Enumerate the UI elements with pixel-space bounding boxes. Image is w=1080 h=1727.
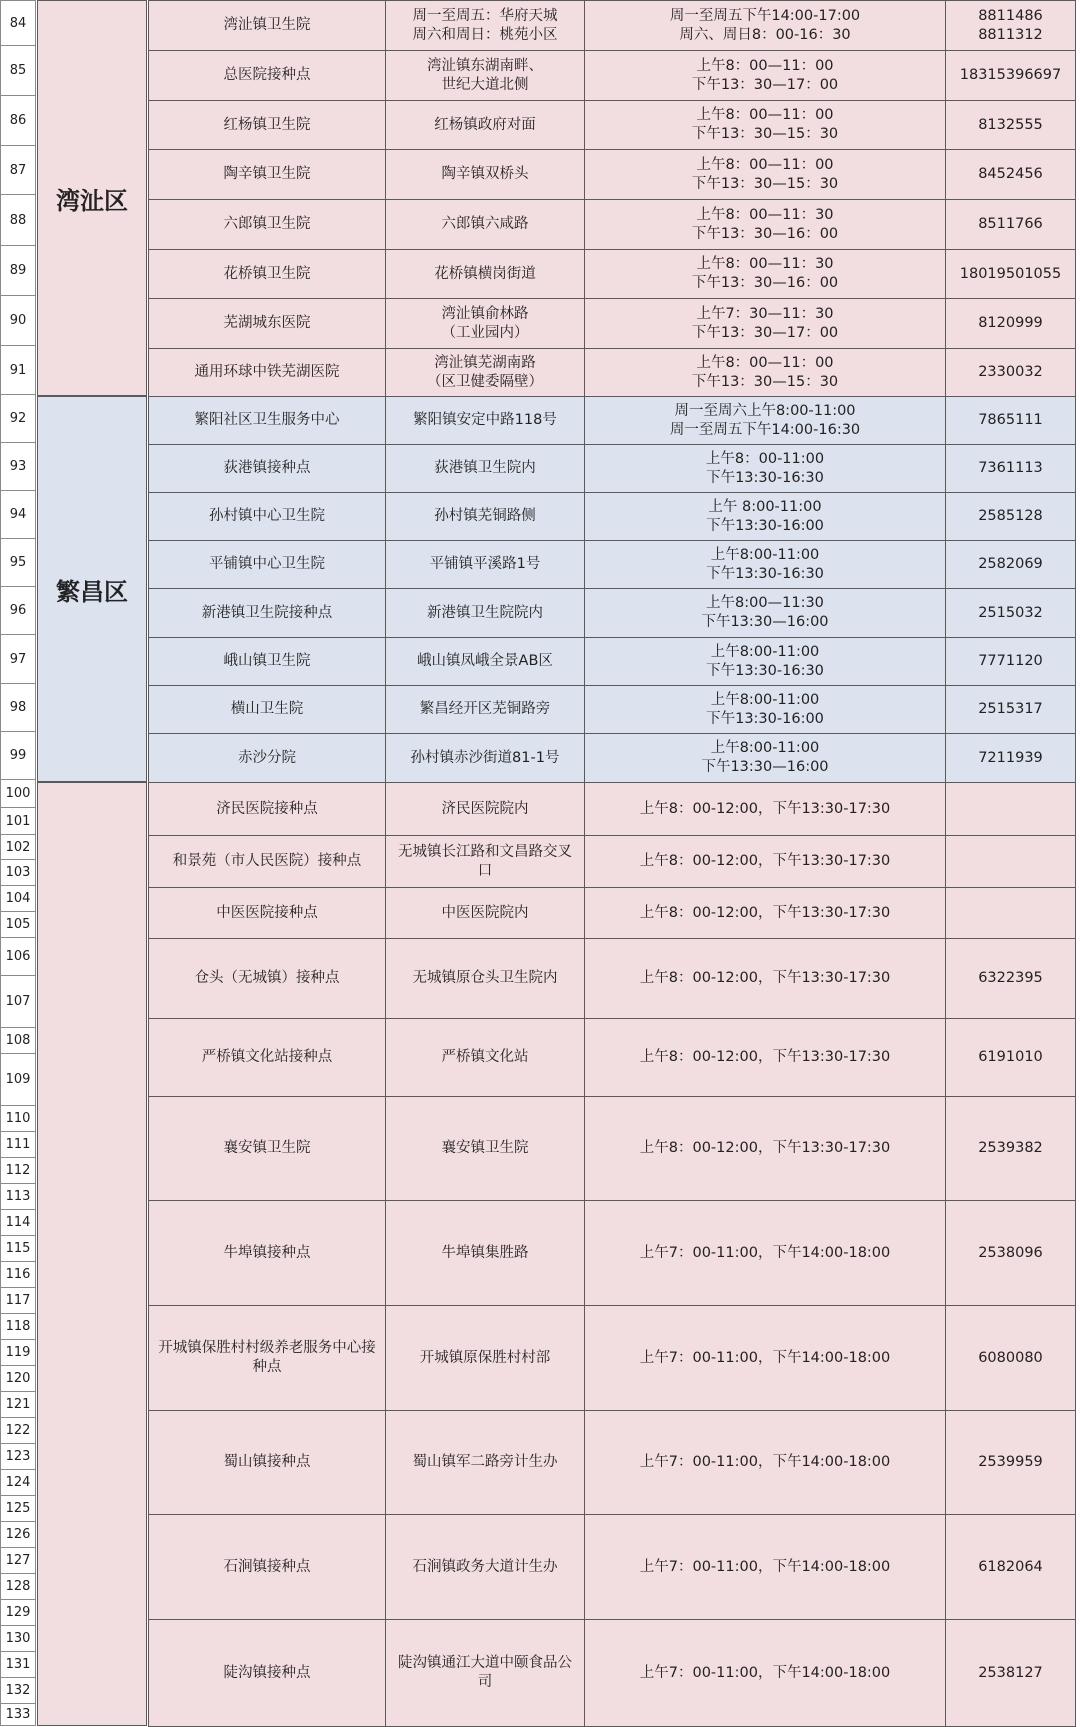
phone-cell: 7865111 <box>945 396 1076 445</box>
hours-cell: 上午7：30—11：30 下午13：30—17：00 <box>584 298 946 349</box>
site-name-cell: 通用环球中铁芜湖医院 <box>148 348 386 397</box>
address-cell: 平铺镇平溪路1号 <box>385 540 585 589</box>
phone-cell: 2330032 <box>945 348 1076 397</box>
hours-cell: 上午7：00-11:00，下午14:00-18:00 <box>584 1200 946 1306</box>
hours-cell: 上午8：00-12:00，下午13:30-17:30 <box>584 835 946 888</box>
row-number: 97 <box>0 635 36 684</box>
district-cell: 繁昌区 <box>37 396 147 782</box>
hours-cell: 上午8:00-11:00 下午13:30-16:30 <box>584 540 946 589</box>
row-number: 124 <box>0 1470 36 1496</box>
row-number: 102 <box>0 835 36 860</box>
hours-cell: 上午8：00-12:00，下午13:30-17:30 <box>584 1096 946 1201</box>
row-number: 127 <box>0 1548 36 1574</box>
hours-cell: 上午8：00—11：00 下午13：30—17：00 <box>584 50 946 101</box>
phone-cell: 6080080 <box>945 1305 1076 1411</box>
phone-cell: 2515317 <box>945 685 1076 734</box>
site-name-cell: 严桥镇文化站接种点 <box>148 1018 386 1097</box>
address-cell: 济民医院院内 <box>385 782 585 836</box>
site-name-cell: 开城镇保胜村村级养老服务中心接 种点 <box>148 1305 386 1411</box>
address-cell: 陡沟镇通江大道中颐食品公 司 <box>385 1619 585 1727</box>
site-name-cell: 济民医院接种点 <box>148 782 386 836</box>
row-number: 120 <box>0 1366 36 1392</box>
hours-cell: 上午8：00—11：00 下午13：30—15：30 <box>584 149 946 200</box>
phone-cell: 2539382 <box>945 1096 1076 1201</box>
row-number: 122 <box>0 1418 36 1444</box>
address-cell: 牛埠镇集胜路 <box>385 1200 585 1306</box>
address-cell: 繁昌经开区芜铜路旁 <box>385 685 585 734</box>
row-number: 90 <box>0 296 36 346</box>
row-number: 126 <box>0 1522 36 1548</box>
hours-cell: 上午8：00—11：00 下午13：30—15：30 <box>584 348 946 397</box>
site-name-cell: 孙村镇中心卫生院 <box>148 492 386 541</box>
site-name-cell: 繁阳社区卫生服务中心 <box>148 396 386 445</box>
phone-cell: 2538096 <box>945 1200 1076 1306</box>
site-name-cell: 和景苑（市人民医院）接种点 <box>148 835 386 888</box>
phone-cell: 2582069 <box>945 540 1076 589</box>
row-number: 84 <box>0 0 36 46</box>
row-number: 109 <box>0 1054 36 1106</box>
site-name-cell: 襄安镇卫生院 <box>148 1096 386 1201</box>
site-name-cell: 赤沙分院 <box>148 733 386 783</box>
hours-cell: 周一至周五下午14:00-17:00 周六、周日8：00-16：30 <box>584 0 946 51</box>
row-number: 94 <box>0 491 36 539</box>
site-name-cell: 花桥镇卫生院 <box>148 249 386 299</box>
phone-cell: 2585128 <box>945 492 1076 541</box>
site-name-cell: 湾沚镇卫生院 <box>148 0 386 51</box>
address-cell: 繁阳镇安定中路118号 <box>385 396 585 445</box>
site-name-cell: 荻港镇接种点 <box>148 444 386 493</box>
row-number: 87 <box>0 146 36 195</box>
hours-cell: 上午8:00-11:00 下午13:30—16:00 <box>584 733 946 783</box>
row-number: 121 <box>0 1392 36 1418</box>
row-number: 95 <box>0 539 36 587</box>
hours-cell: 上午8：00-11:00 下午13:30-16:30 <box>584 444 946 493</box>
row-number: 128 <box>0 1574 36 1600</box>
row-number: 98 <box>0 684 36 732</box>
address-cell: 陶辛镇双桥头 <box>385 149 585 200</box>
hours-cell: 上午8：00-12:00，下午13:30-17:30 <box>584 887 946 939</box>
address-cell: 中医医院院内 <box>385 887 585 939</box>
row-number: 91 <box>0 346 36 395</box>
site-name-cell: 六郎镇卫生院 <box>148 199 386 250</box>
district-cell: 湾沚区 <box>37 0 147 396</box>
hours-cell: 上午7：00-11:00，下午14:00-18:00 <box>584 1514 946 1620</box>
row-number: 99 <box>0 732 36 780</box>
row-number: 106 <box>0 938 36 976</box>
address-cell: 蜀山镇军二路旁计生办 <box>385 1410 585 1515</box>
row-number: 104 <box>0 886 36 912</box>
row-number: 113 <box>0 1184 36 1210</box>
site-name-cell: 陶辛镇卫生院 <box>148 149 386 200</box>
address-cell: 峨山镇凤峨全景AB区 <box>385 637 585 686</box>
hours-cell: 上午8:00—11:30 下午13:30—16:00 <box>584 588 946 638</box>
hours-cell: 上午7：00-11:00，下午14:00-18:00 <box>584 1305 946 1411</box>
site-name-cell: 芜湖城东医院 <box>148 298 386 349</box>
address-cell: 无城镇长江路和文昌路交叉 口 <box>385 835 585 888</box>
hours-cell: 上午8：00—11：30 下午13：30—16：00 <box>584 199 946 250</box>
phone-cell: 8811486 8811312 <box>945 0 1076 51</box>
address-cell: 无城镇原仓头卫生院内 <box>385 938 585 1019</box>
row-number: 114 <box>0 1210 36 1236</box>
hours-cell: 上午8：00-12:00，下午13:30-17:30 <box>584 938 946 1019</box>
address-cell: 新港镇卫生院院内 <box>385 588 585 638</box>
address-cell: 湾沚镇芜湖南路 （区卫健委隔壁） <box>385 348 585 397</box>
hours-cell: 上午8：00-12:00，下午13:30-17:30 <box>584 1018 946 1097</box>
phone-cell: 8120999 <box>945 298 1076 349</box>
phone-cell: 7211939 <box>945 733 1076 783</box>
row-number: 132 <box>0 1678 36 1704</box>
row-number: 92 <box>0 395 36 443</box>
row-number: 103 <box>0 860 36 886</box>
hours-cell: 上午7：00-11:00，下午14:00-18:00 <box>584 1619 946 1727</box>
row-number: 110 <box>0 1106 36 1132</box>
row-number: 101 <box>0 808 36 835</box>
site-name-cell: 红杨镇卫生院 <box>148 100 386 150</box>
phone-cell: 6191010 <box>945 1018 1076 1097</box>
phone-cell: 8452456 <box>945 149 1076 200</box>
address-cell: 六郎镇六咸路 <box>385 199 585 250</box>
row-number: 100 <box>0 780 36 808</box>
row-number: 86 <box>0 96 36 146</box>
hours-cell: 上午8：00—11：30 下午13：30—16：00 <box>584 249 946 299</box>
phone-cell: 2539959 <box>945 1410 1076 1515</box>
row-number: 129 <box>0 1600 36 1626</box>
address-cell: 孙村镇赤沙街道81-1号 <box>385 733 585 783</box>
address-cell: 石涧镇政务大道计生办 <box>385 1514 585 1620</box>
site-name-cell: 牛埠镇接种点 <box>148 1200 386 1306</box>
site-name-cell: 蜀山镇接种点 <box>148 1410 386 1515</box>
district-cell <box>37 782 147 1726</box>
hours-cell: 上午 8:00-11:00 下午13:30-16:00 <box>584 492 946 541</box>
site-name-cell: 总医院接种点 <box>148 50 386 101</box>
row-number: 119 <box>0 1340 36 1366</box>
site-name-cell: 陡沟镇接种点 <box>148 1619 386 1727</box>
row-number: 116 <box>0 1262 36 1288</box>
row-number: 111 <box>0 1132 36 1158</box>
row-number: 107 <box>0 976 36 1028</box>
address-cell: 湾沚镇俞林路 （工业园内） <box>385 298 585 349</box>
site-name-cell: 峨山镇卫生院 <box>148 637 386 686</box>
hours-cell: 上午8：00—11：00 下午13：30—15：30 <box>584 100 946 150</box>
row-number: 115 <box>0 1236 36 1262</box>
row-number: 85 <box>0 46 36 96</box>
site-name-cell: 横山卫生院 <box>148 685 386 734</box>
phone-cell: 18315396697 <box>945 50 1076 101</box>
row-number: 96 <box>0 587 36 635</box>
row-number: 105 <box>0 912 36 938</box>
site-name-cell: 石涧镇接种点 <box>148 1514 386 1620</box>
address-cell: 荻港镇卫生院内 <box>385 444 585 493</box>
hours-cell: 上午8：00-12:00，下午13:30-17:30 <box>584 782 946 836</box>
phone-cell: 7361113 <box>945 444 1076 493</box>
address-cell: 孙村镇芜铜路侧 <box>385 492 585 541</box>
phone-cell: 8132555 <box>945 100 1076 150</box>
phone-cell: 8511766 <box>945 199 1076 250</box>
row-number: 108 <box>0 1028 36 1054</box>
address-cell: 花桥镇横岗街道 <box>385 249 585 299</box>
phone-cell <box>945 887 1076 939</box>
phone-cell: 7771120 <box>945 637 1076 686</box>
row-number: 89 <box>0 246 36 296</box>
phone-cell: 18019501055 <box>945 249 1076 299</box>
row-number: 117 <box>0 1288 36 1314</box>
phone-cell: 6182064 <box>945 1514 1076 1620</box>
phone-cell: 2515032 <box>945 588 1076 638</box>
hours-cell: 周一至周六上午8:00-11:00 周一至周五下午14:00-16:30 <box>584 396 946 445</box>
phone-cell: 2538127 <box>945 1619 1076 1727</box>
phone-cell <box>945 782 1076 836</box>
row-number: 123 <box>0 1444 36 1470</box>
row-number: 93 <box>0 443 36 491</box>
row-number: 133 <box>0 1704 36 1726</box>
site-name-cell: 平铺镇中心卫生院 <box>148 540 386 589</box>
row-number: 88 <box>0 195 36 246</box>
row-number: 131 <box>0 1652 36 1678</box>
row-number: 112 <box>0 1158 36 1184</box>
address-cell: 红杨镇政府对面 <box>385 100 585 150</box>
address-cell: 周一至周五：华府天城 周六和周日：桃苑小区 <box>385 0 585 51</box>
site-name-cell: 新港镇卫生院接种点 <box>148 588 386 638</box>
site-name-cell: 仓头（无城镇）接种点 <box>148 938 386 1019</box>
hours-cell: 上午8:00-11:00 下午13:30-16:30 <box>584 637 946 686</box>
site-name-cell: 中医医院接种点 <box>148 887 386 939</box>
row-number: 130 <box>0 1626 36 1652</box>
phone-cell: 6322395 <box>945 938 1076 1019</box>
row-number: 125 <box>0 1496 36 1522</box>
address-cell: 湾沚镇东湖南畔、 世纪大道北侧 <box>385 50 585 101</box>
address-cell: 严桥镇文化站 <box>385 1018 585 1097</box>
address-cell: 襄安镇卫生院 <box>385 1096 585 1201</box>
address-cell: 开城镇原保胜村村部 <box>385 1305 585 1411</box>
hours-cell: 上午8:00-11:00 下午13:30-16:00 <box>584 685 946 734</box>
hours-cell: 上午7：00-11:00，下午14:00-18:00 <box>584 1410 946 1515</box>
phone-cell <box>945 835 1076 888</box>
row-number: 118 <box>0 1314 36 1340</box>
